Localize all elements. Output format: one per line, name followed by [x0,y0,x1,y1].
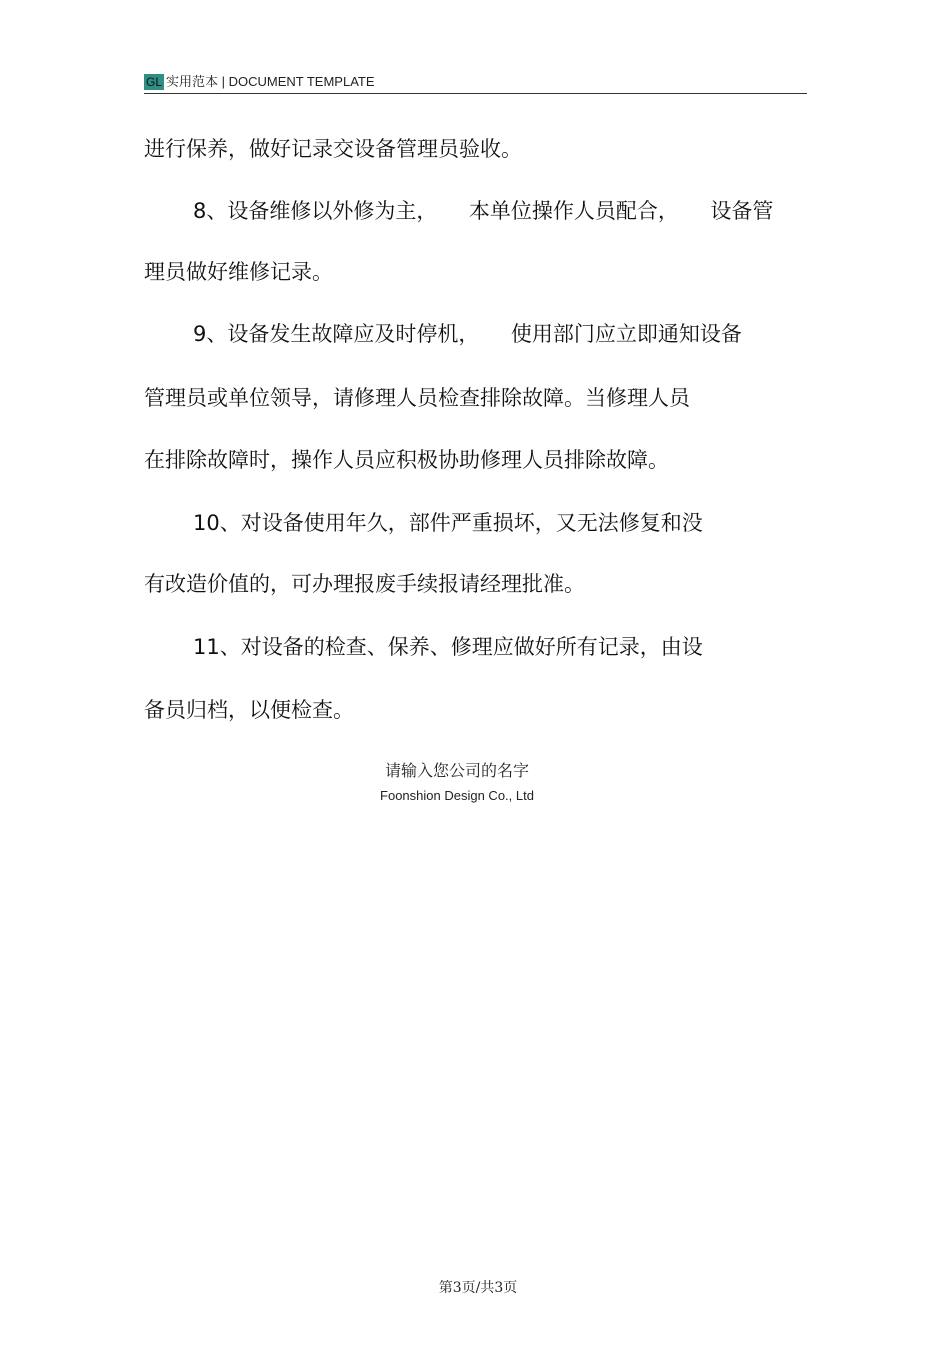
paragraph-8-line-2: 理员做好维修记录。 [144,260,333,284]
company-name-en: Foonshion Design Co., Ltd [380,788,534,803]
paragraph-10-line-2: 有改造价值的，可办理报废手续报请经理批准。 [144,572,585,596]
paragraph-10-line-1: 10、对设备使用年久，部件严重损坏，又无法修复和没 [193,511,703,535]
document-header [144,70,807,94]
page-number: 第3页/共3页 [438,1280,518,1296]
paragraph-11-line-1: 11、对设备的检查、保养、修理应做好所有记录，由设 [193,635,703,659]
paragraph-7-line-2: 进行保养，做好记录交设备管理员验收。 [144,137,522,161]
paragraph-9-line-3: 在排除故障时，操作人员应积极协助修理人员排除故障。 [144,448,669,472]
paragraph-11-line-2: 备员归档，以便检查。 [144,698,354,722]
paragraph-9-line-1: 9、设备发生故障应及时停机， 使用部门应立即通知设备 [193,322,742,346]
gl-logo: GL [146,74,163,89]
paragraph-9-line-2: 管理员或单位领导，请修理人员检查排除故障。当修理人员 [144,386,690,410]
paragraph-8-line-1: 8、设备维修以外修为主， 本单位操作人员配合， 设备管 [193,199,774,223]
company-name-cn: 请输入您公司的名字 [384,761,529,780]
header-title: 实用范本 | DOCUMENT TEMPLATE [166,73,375,89]
